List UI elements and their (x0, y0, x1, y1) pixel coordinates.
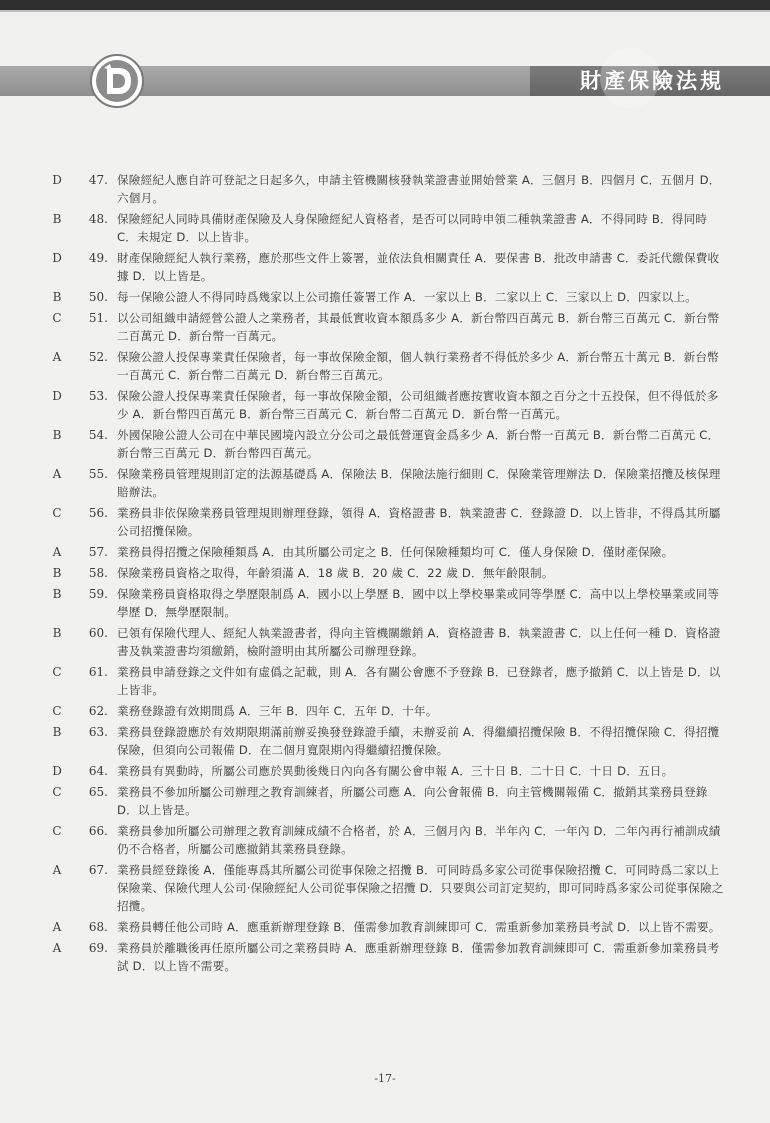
question-text: 財產保險經紀人執行業務，應於那些文件上簽署，並依法負相關責任 A．要保書 B．批改申請書 C．委託代繳保費收據 D．以上皆是。 (117, 251, 720, 283)
answer-key: A (52, 545, 62, 559)
answer-key: A (52, 920, 62, 934)
question-number: 48. (88, 212, 108, 226)
question-number: 58. (88, 566, 108, 580)
question-text: 業務員申請登錄之文件如有虛僞之記載，則 A．各有關公會應不予登錄 B．已登錄者，應予撤銷 C．以上皆是 D．以上皆非。 (117, 665, 721, 697)
question-text: 業務員登錄證應於有效期限期滿前辦妥換發登錄證手續，未辦妥前 A．得繼續招攬保險 B．不得招攬保險 C．得招攬保險，但須向公司報備 D．在二個月寬限期內得繼續招攬保險。 (117, 725, 720, 757)
question-number: 64. (88, 764, 108, 778)
answer-key: D (52, 173, 62, 187)
question-item (0, 504, 770, 540)
question-item (0, 171, 770, 207)
question-item (0, 288, 770, 306)
top-border-line (0, 10, 770, 12)
answer-key: B (52, 587, 62, 601)
question-number: 69. (88, 941, 108, 955)
question-number: 52. (88, 350, 108, 364)
question-item (0, 585, 770, 621)
question-number: 50. (88, 290, 108, 304)
page-number: -17- (374, 1072, 396, 1085)
answer-key: B (52, 212, 62, 226)
question-number: 53. (88, 389, 108, 403)
question-item (0, 723, 770, 759)
answer-key: A (52, 941, 62, 955)
question-text: 業務員參加所屬公司辦理之教育訓練成績不合格者，於 A．三個月內 B．半年內 C．一年內 D．二年內再行補訓成績仍不合格者，所屬公司應撤銷其業務員登錄。 (117, 824, 721, 856)
question-number: 61. (88, 665, 108, 679)
answer-key: B (52, 290, 62, 304)
question-item (0, 861, 770, 915)
question-item (0, 939, 770, 975)
question-number: 57. (88, 545, 108, 559)
question-number: 62. (88, 704, 108, 718)
dragon-d-logo-icon (90, 54, 144, 108)
question-item (0, 210, 770, 246)
answer-key: D (52, 389, 62, 403)
question-text: 保險公證人投保專業責任保險者，每一事故保險金額，公司組織者應按實收資本額之百分之十五投保，但不得低於多少 A．新台幣四百萬元 B．新台幣三百萬元 C．新台幣二百萬元 D．新台幣一百萬元。 (117, 389, 719, 421)
page-header-title: 財產保險法規 (580, 69, 724, 93)
question-number: 60. (88, 626, 108, 640)
answer-key: C (52, 665, 62, 679)
question-list (0, 171, 770, 978)
answer-key: B (52, 626, 62, 640)
question-item (0, 702, 770, 720)
answer-key: D (52, 251, 62, 265)
question-number: 59. (88, 587, 108, 601)
question-item (0, 762, 770, 780)
answer-key: C (52, 785, 62, 799)
answer-key: A (52, 863, 62, 877)
question-text: 保險經紀人應自許可登記之日起多久，申請主管機關核發執業證書並開始營業 A．三個月 B．四個月 C．五個月 D．六個月。 (117, 173, 721, 205)
question-text: 已領有保險代理人、經紀人執業證書者，得向主管機關繳銷 A．資格證書 B．執業證書 C．以上任何一種 D．資格證書及執業證書均須繳銷，檢附證明由其所屬公司辦理登錄。 (117, 626, 721, 658)
answer-key: D (52, 764, 62, 778)
question-item (0, 918, 770, 936)
question-number: 66. (88, 824, 108, 838)
question-text: 以公司組織申請經營公證人之業務者，其最低實收資本額爲多少 A．新台幣四百萬元 B．新台幣三百萬元 C．新台幣二百萬元 D．新台幣一百萬元。 (117, 311, 720, 343)
question-item (0, 249, 770, 285)
question-text: 業務員非依保險業務員管理規則辦理登錄，領得 A．資格證書 B．執業證書 C．登錄證 D．以上皆非，不得爲其所屬公司招攬保險。 (117, 506, 721, 538)
question-number: 54. (88, 428, 108, 442)
answer-key: A (52, 350, 62, 364)
question-text: 外國保險公證人公司在中華民國境內設立分公司之最低營運資金爲多少 A．新台幣一百萬元 B．新台幣二百萬元 C．新台幣三百萬元 D．新台幣四百萬元。 (117, 428, 720, 460)
question-text: 業務員得招攬之保險種類爲 A．由其所屬公司定之 B．任何保險種類均可 C．僅人身保險 D．僅財產保險。 (117, 545, 674, 559)
answer-key: C (52, 824, 62, 838)
question-item (0, 564, 770, 582)
answer-key: C (52, 506, 62, 520)
answer-key: B (52, 725, 62, 739)
question-number: 65. (88, 785, 108, 799)
question-text: 業務員轉任他公司時 A．應重新辦理登錄 B．僅需參加教育訓練即可 C．需重新參加業務員考試 D．以上皆不需要。 (117, 920, 721, 934)
answer-key: C (52, 311, 62, 325)
question-number: 68. (88, 920, 108, 934)
answer-key: B (52, 428, 62, 442)
question-number: 47. (88, 173, 108, 187)
question-text: 業務員不參加所屬公司辦理之教育訓練者，所屬公司應 A．向公會報備 B．向主管機關報備 C．撤銷其業務員登錄 D．以上皆是。 (117, 785, 708, 817)
question-text: 每一保險公證人不得同時爲幾家以上公司擔任簽署工作 A．一家以上 B．二家以上 C．三家以上 D．四家以上。 (117, 290, 697, 304)
question-text: 業務員經登錄後 A．僅能專爲其所屬公司從事保險之招攬 B．可同時爲多家公司從事保險招攬 C．可同時爲二家以上保險業、保險代理人公司‧保險經紀人公司從事保險之招攬 D．只要與公司訂定契約，即可同時爲多家公司從事保險之招攬。 (117, 863, 724, 913)
question-number: 63. (88, 725, 108, 739)
answer-key: C (52, 704, 62, 718)
question-item (0, 426, 770, 462)
question-item (0, 663, 770, 699)
question-item (0, 822, 770, 858)
question-item (0, 783, 770, 819)
question-item (0, 309, 770, 345)
question-number: 49. (88, 251, 108, 265)
question-item (0, 348, 770, 384)
question-text: 保險公證人投保專業責任保險者，每一事故保險金額，個人執行業務者不得低於多少 A．新台幣五十萬元 B．新台幣一百萬元 C．新台幣二百萬元 D．新台幣三百萬元。 (117, 350, 719, 382)
question-text: 保險經紀人同時具備財產保險及人身保險經紀人資格者，是否可以同時申領二種執業證書 A．不得同時 B．得同時 C．未規定 D．以上皆非。 (117, 212, 708, 244)
answer-key: A (52, 467, 62, 481)
question-number: 51. (88, 311, 108, 325)
question-number: 55. (88, 467, 108, 481)
answer-key: B (52, 566, 62, 580)
question-item (0, 543, 770, 561)
question-text: 業務登錄證有效期間爲 A．三年 B．四年 C．五年 D．十年。 (117, 704, 438, 718)
question-text: 業務員有異動時，所屬公司應於異動後幾日內向各有關公會申報 A．三十日 B．二十日 C．十日 D．五日。 (117, 764, 674, 778)
question-item (0, 387, 770, 423)
question-number: 56. (88, 506, 108, 520)
question-number: 67. (88, 863, 108, 877)
question-text: 保險業務員資格之取得，年齡須滿 A．18 歲 B．20 歲 C．22 歲 D．無年齡限制。 (117, 566, 554, 580)
question-text: 保險業務員資格取得之學歷限制爲 A．國小以上學歷 B．國中以上學校畢業或同等學歷 C．高中以上學校畢業或同等學歷 D．無學歷限制。 (117, 587, 720, 619)
top-border (0, 0, 770, 10)
question-item (0, 465, 770, 501)
question-text: 保險業務員管理規則訂定的法源基礎爲 A．保險法 B．保險法施行細則 C．保險業管理辦法 D．保險業招攬及核保理賠辦法。 (117, 467, 721, 499)
question-text: 業務員於離職後再任原所屬公司之業務員時 A．應重新辦理登錄 B．僅需參加教育訓練即可 C．需重新參加業務員考試 D．以上皆不需要。 (117, 941, 720, 973)
question-item (0, 624, 770, 660)
